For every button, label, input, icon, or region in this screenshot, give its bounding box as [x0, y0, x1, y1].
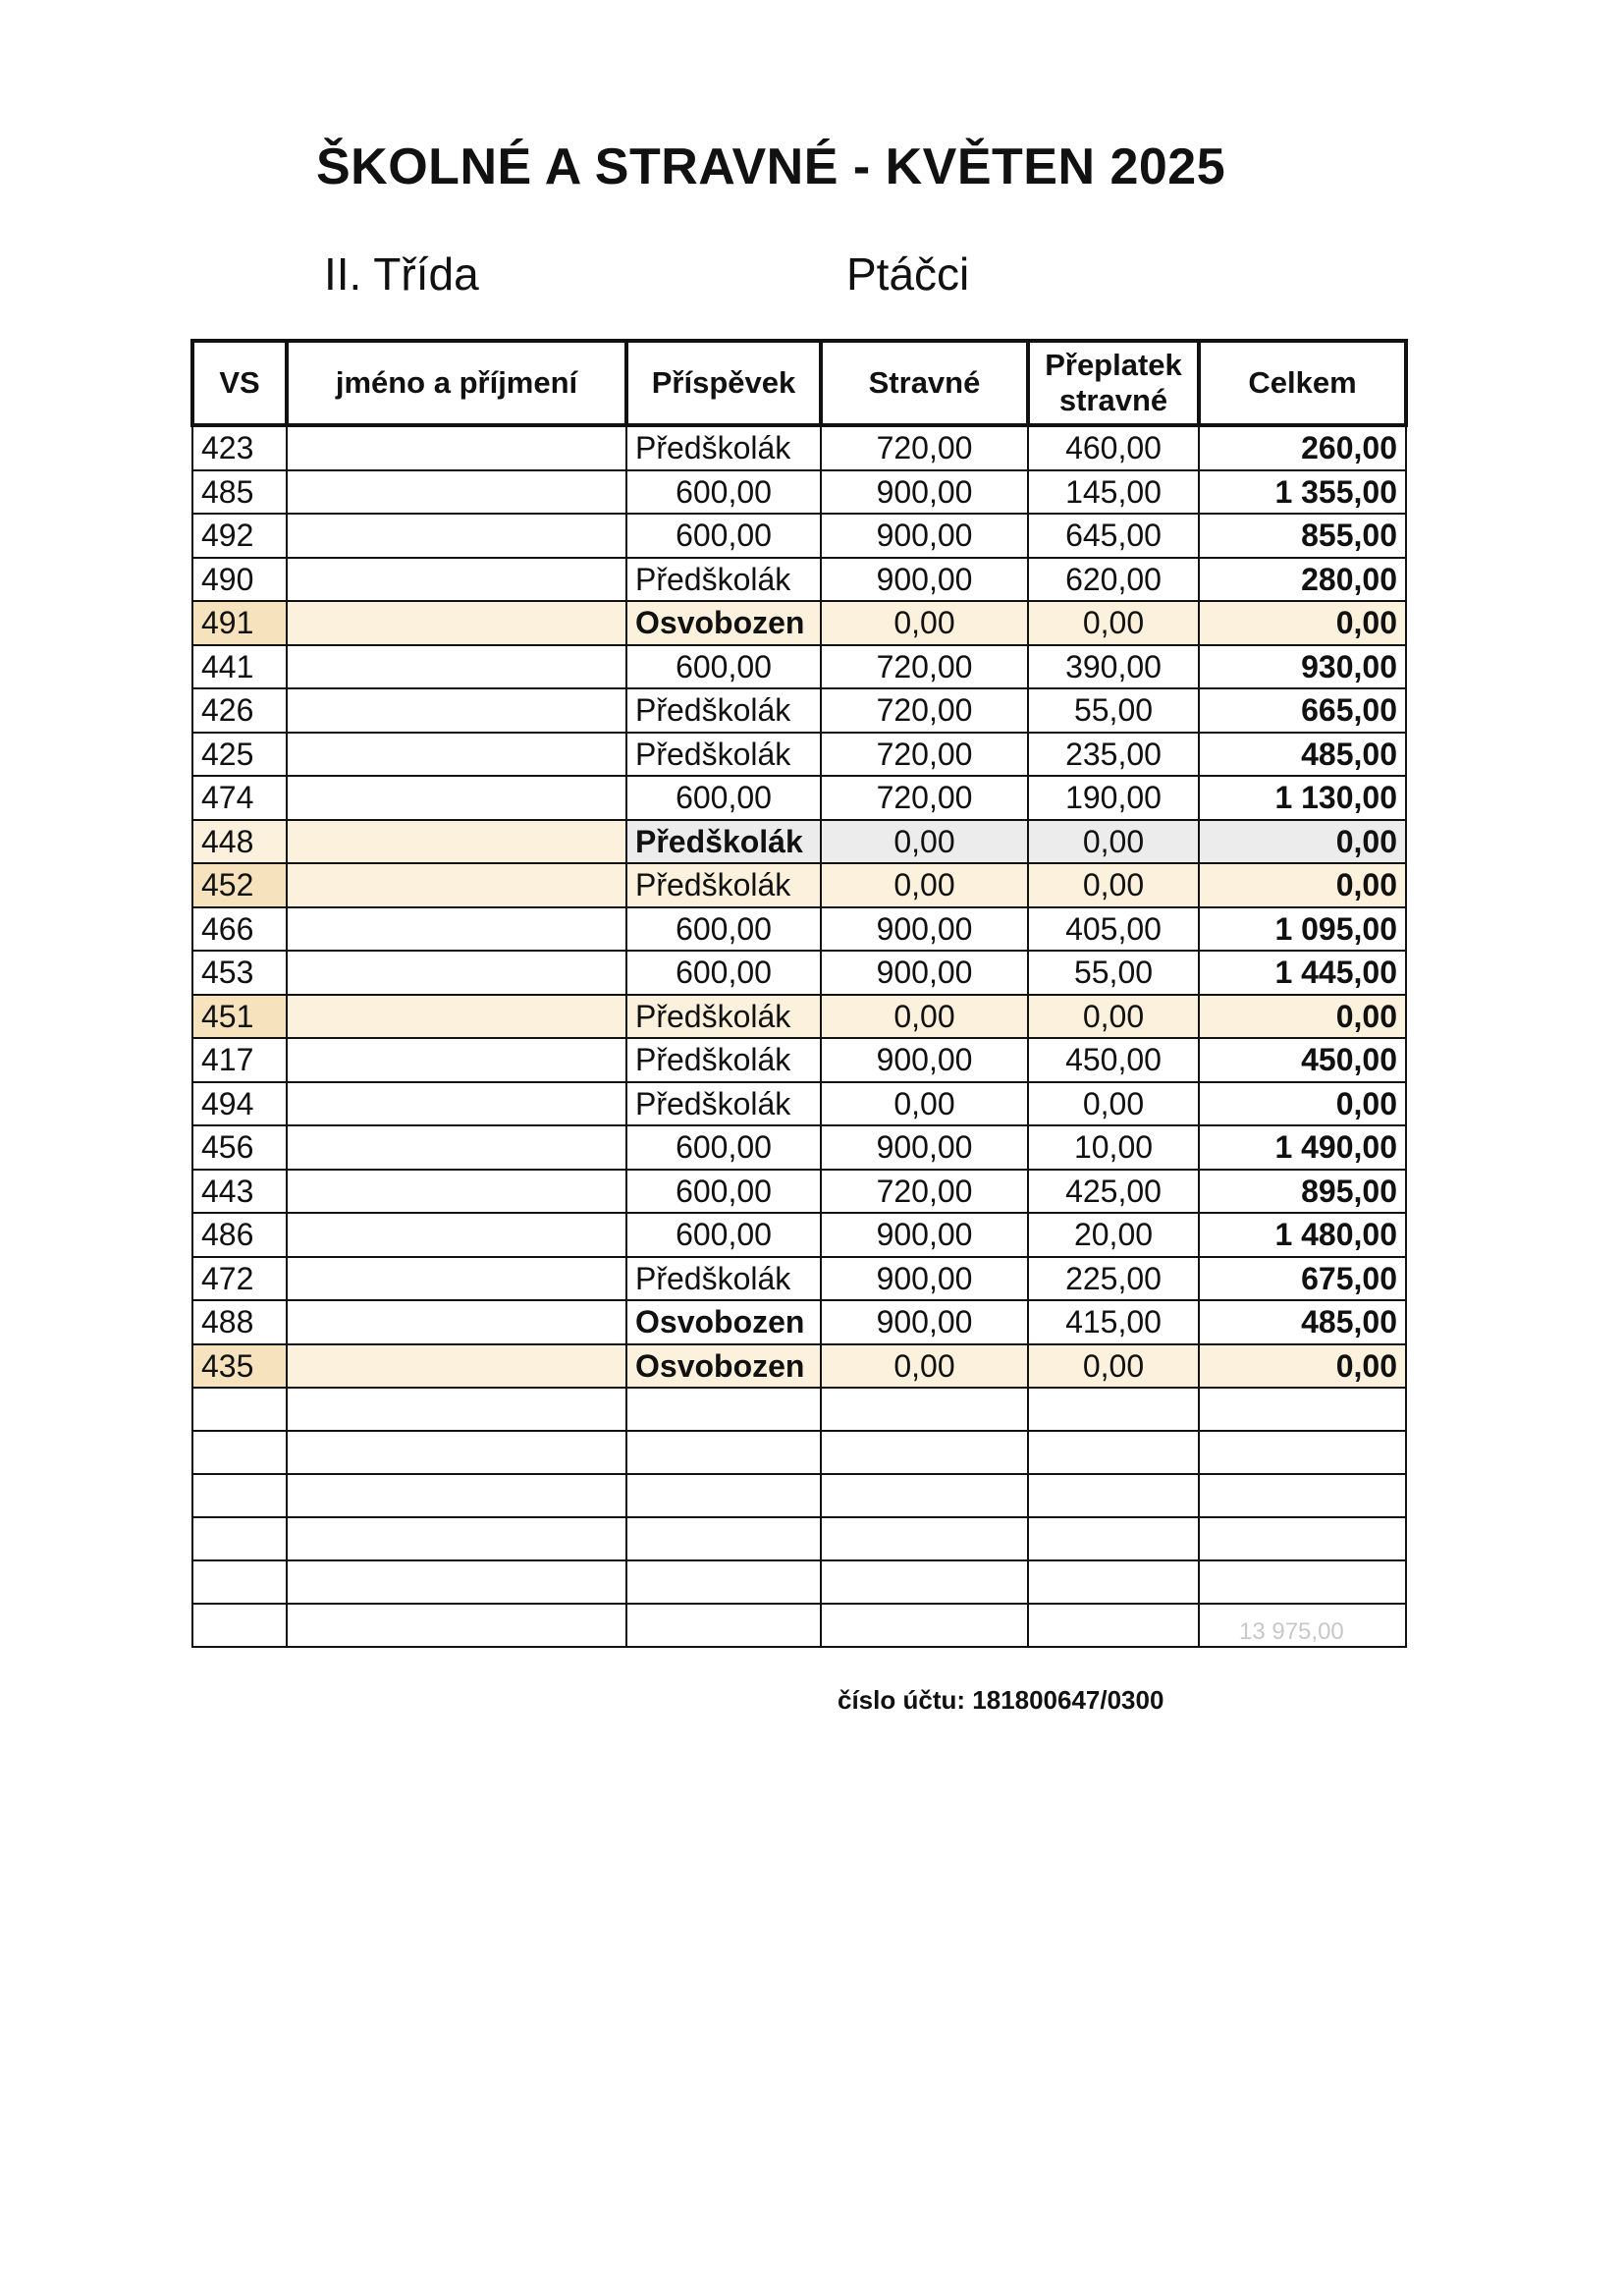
cell-stravne: 900,00: [821, 1038, 1028, 1082]
cell-prispevek: Osvobozen: [626, 601, 821, 645]
cell-name: [287, 1344, 626, 1389]
cell-preplatek: 425,00: [1028, 1170, 1199, 1214]
empty-row: [192, 1388, 1406, 1431]
cell-prispevek: Předškolák: [626, 558, 821, 602]
empty-cell: [821, 1388, 1028, 1431]
empty-cell: [1199, 1517, 1406, 1560]
cell-name: [287, 776, 626, 820]
cell-stravne: 900,00: [821, 907, 1028, 952]
cell-vs: 494: [192, 1082, 287, 1126]
cell-preplatek: 0,00: [1028, 863, 1199, 907]
cell-celkem: 1 095,00: [1199, 907, 1406, 952]
cell-vs: 452: [192, 863, 287, 907]
cell-vs: 435: [192, 1344, 287, 1389]
header-preplatek: [1028, 341, 1199, 425]
empty-row: [192, 1474, 1406, 1517]
cell-name: [287, 645, 626, 689]
cell-stravne: 900,00: [821, 951, 1028, 995]
cell-stravne: 720,00: [821, 688, 1028, 733]
cell-celkem: 0,00: [1199, 1344, 1406, 1389]
table-row: [192, 601, 1406, 645]
cell-name: [287, 601, 626, 645]
cell-stravne: 900,00: [821, 1213, 1028, 1257]
cell-celkem: 1 130,00: [1199, 776, 1406, 820]
empty-cell: [626, 1388, 821, 1431]
document-title: ŠKOLNÉ A STRAVNÉ - KVĚTEN 2025: [316, 138, 1226, 195]
cell-prispevek: 600,00: [626, 514, 821, 558]
cell-prispevek: 600,00: [626, 645, 821, 689]
cell-preplatek: 415,00: [1028, 1300, 1199, 1344]
cell-celkem: 855,00: [1199, 514, 1406, 558]
cell-preplatek: 10,00: [1028, 1125, 1199, 1170]
cell-prispevek: Předškolák: [626, 820, 821, 864]
cell-preplatek: 235,00: [1028, 733, 1199, 777]
empty-cell: [626, 1474, 821, 1517]
cell-vs: 492: [192, 514, 287, 558]
cell-celkem: 0,00: [1199, 1082, 1406, 1126]
empty-cell: [192, 1517, 287, 1560]
table-row: [192, 863, 1406, 907]
cell-celkem: 280,00: [1199, 558, 1406, 602]
table-row: [192, 558, 1406, 602]
cell-prispevek: Předškolák: [626, 425, 821, 470]
cell-stravne: 0,00: [821, 1082, 1028, 1126]
cell-celkem: 665,00: [1199, 688, 1406, 733]
cell-name: [287, 514, 626, 558]
empty-cell: [626, 1560, 821, 1604]
empty-cell: [821, 1604, 1028, 1647]
cell-prispevek: 600,00: [626, 776, 821, 820]
table-row: [192, 1038, 1406, 1082]
header-prispevek: Příspěvek: [626, 341, 821, 425]
cell-vs: 443: [192, 1170, 287, 1214]
cell-preplatek: 55,00: [1028, 688, 1199, 733]
cell-vs: 472: [192, 1257, 287, 1301]
cell-name: [287, 470, 626, 515]
table-header-row: [192, 341, 1406, 425]
cell-celkem: 0,00: [1199, 863, 1406, 907]
table-row: [192, 995, 1406, 1039]
empty-cell: [821, 1517, 1028, 1560]
cell-stravne: 720,00: [821, 776, 1028, 820]
cell-preplatek: 20,00: [1028, 1213, 1199, 1257]
cell-preplatek: 190,00: [1028, 776, 1199, 820]
cell-preplatek: 0,00: [1028, 1082, 1199, 1126]
cell-name: [287, 1038, 626, 1082]
table-row: [192, 688, 1406, 733]
empty-cell: [192, 1560, 287, 1604]
table-row: [192, 425, 1406, 470]
cell-vs: 490: [192, 558, 287, 602]
cell-stravne: 900,00: [821, 514, 1028, 558]
empty-cell: [1028, 1517, 1199, 1560]
cell-prispevek: 600,00: [626, 1213, 821, 1257]
cell-stravne: 720,00: [821, 645, 1028, 689]
cell-celkem: 0,00: [1199, 995, 1406, 1039]
cell-celkem: 0,00: [1199, 601, 1406, 645]
cell-stravne: 0,00: [821, 863, 1028, 907]
cell-stravne: 0,00: [821, 820, 1028, 864]
empty-cell: [626, 1431, 821, 1474]
cell-name: [287, 1082, 626, 1126]
empty-cell: [287, 1517, 626, 1560]
cell-name: [287, 688, 626, 733]
cell-celkem: 485,00: [1199, 1300, 1406, 1344]
cell-prispevek: 600,00: [626, 1125, 821, 1170]
cell-prispevek: 600,00: [626, 951, 821, 995]
cell-preplatek: 55,00: [1028, 951, 1199, 995]
cell-prispevek: Předškolák: [626, 1082, 821, 1126]
table-row: [192, 645, 1406, 689]
cell-prispevek: Předškolák: [626, 995, 821, 1039]
cell-stravne: 0,00: [821, 1344, 1028, 1389]
cell-vs: 441: [192, 645, 287, 689]
cell-stravne: 900,00: [821, 470, 1028, 515]
cell-preplatek: 390,00: [1028, 645, 1199, 689]
cell-celkem: 675,00: [1199, 1257, 1406, 1301]
cell-preplatek: 450,00: [1028, 1038, 1199, 1082]
table-body: [192, 425, 1406, 1647]
cell-celkem: 260,00: [1199, 425, 1406, 470]
empty-cell: [821, 1560, 1028, 1604]
empty-cell: [192, 1604, 287, 1647]
cell-preplatek: 0,00: [1028, 1344, 1199, 1389]
class-label: II. Třída: [324, 248, 479, 300]
cell-prispevek: 600,00: [626, 1170, 821, 1214]
class-name: Ptáčci: [846, 248, 970, 300]
empty-cell: [1028, 1560, 1199, 1604]
cell-name: [287, 558, 626, 602]
empty-cell: [1199, 1560, 1406, 1604]
cell-prispevek: 600,00: [626, 470, 821, 515]
header-vs: VS: [192, 341, 287, 425]
cell-prispevek: Osvobozen: [626, 1344, 821, 1389]
table-row: [192, 907, 1406, 952]
empty-row: [192, 1560, 1406, 1604]
cell-name: [287, 907, 626, 952]
header-celkem: Celkem: [1199, 341, 1406, 425]
cell-stravne: 720,00: [821, 425, 1028, 470]
cell-celkem: 1 490,00: [1199, 1125, 1406, 1170]
table-row: [192, 470, 1406, 515]
cell-name: [287, 1213, 626, 1257]
table-row: [192, 820, 1406, 864]
empty-row: [192, 1604, 1406, 1647]
cell-preplatek: 225,00: [1028, 1257, 1199, 1301]
cell-celkem: 1 480,00: [1199, 1213, 1406, 1257]
cell-prispevek: 600,00: [626, 907, 821, 952]
cell-stravne: 720,00: [821, 733, 1028, 777]
table-row: [192, 733, 1406, 777]
cell-name: [287, 863, 626, 907]
empty-cell: [192, 1388, 287, 1431]
cell-name: [287, 1300, 626, 1344]
cell-name: [287, 951, 626, 995]
cell-preplatek: 145,00: [1028, 470, 1199, 515]
cell-name: [287, 1257, 626, 1301]
cell-stravne: 0,00: [821, 995, 1028, 1039]
cell-vs: 486: [192, 1213, 287, 1257]
cell-celkem: 485,00: [1199, 733, 1406, 777]
account-number: číslo účtu: 181800647/0300: [838, 1685, 1164, 1715]
cell-vs: 448: [192, 820, 287, 864]
empty-cell: [1028, 1604, 1199, 1647]
cell-vs: 485: [192, 470, 287, 515]
cell-vs: 474: [192, 776, 287, 820]
cell-celkem: 895,00: [1199, 1170, 1406, 1214]
empty-cell: [287, 1474, 626, 1517]
cell-vs: 453: [192, 951, 287, 995]
cell-stravne: 900,00: [821, 1125, 1028, 1170]
cell-vs: 491: [192, 601, 287, 645]
cell-prispevek: Předškolák: [626, 688, 821, 733]
table-row: [192, 1170, 1406, 1214]
table-row: [192, 951, 1406, 995]
cell-vs: 426: [192, 688, 287, 733]
cell-vs: 488: [192, 1300, 287, 1344]
cell-vs: 451: [192, 995, 287, 1039]
table-row: [192, 1082, 1406, 1126]
empty-row: [192, 1431, 1406, 1474]
empty-cell: [1199, 1388, 1406, 1431]
cell-preplatek: 620,00: [1028, 558, 1199, 602]
cell-celkem: 1 445,00: [1199, 951, 1406, 995]
empty-cell: [626, 1517, 821, 1560]
empty-row: [192, 1517, 1406, 1560]
cell-vs: 425: [192, 733, 287, 777]
cell-prispevek: Předškolák: [626, 1257, 821, 1301]
cell-celkem: 450,00: [1199, 1038, 1406, 1082]
cell-preplatek: 0,00: [1028, 820, 1199, 864]
empty-cell: [1028, 1388, 1199, 1431]
cell-name: [287, 1125, 626, 1170]
fees-table: [190, 339, 1408, 1648]
table-row: [192, 776, 1406, 820]
cell-stravne: 0,00: [821, 601, 1028, 645]
cell-stravne: 900,00: [821, 1257, 1028, 1301]
cell-name: [287, 820, 626, 864]
table-row: [192, 1344, 1406, 1389]
cell-preplatek: 460,00: [1028, 425, 1199, 470]
cell-prispevek: Předškolák: [626, 1038, 821, 1082]
empty-cell: [287, 1560, 626, 1604]
cell-name: [287, 1170, 626, 1214]
cell-celkem: 0,00: [1199, 820, 1406, 864]
empty-cell: [192, 1474, 287, 1517]
empty-cell: [192, 1431, 287, 1474]
cell-name: [287, 995, 626, 1039]
cell-vs: 417: [192, 1038, 287, 1082]
header-name: jméno a příjmení: [287, 341, 626, 425]
cell-preplatek: 405,00: [1028, 907, 1199, 952]
cell-vs: 423: [192, 425, 287, 470]
empty-cell: [821, 1474, 1028, 1517]
empty-cell: [626, 1604, 821, 1647]
cell-prispevek: Předškolák: [626, 863, 821, 907]
table-row: [192, 1213, 1406, 1257]
cell-prispevek: Předškolák: [626, 733, 821, 777]
empty-cell: [1028, 1474, 1199, 1517]
cell-stravne: 900,00: [821, 558, 1028, 602]
empty-cell: [287, 1388, 626, 1431]
cell-stravne: 720,00: [821, 1170, 1028, 1214]
table-row: [192, 1257, 1406, 1301]
table-row: [192, 1300, 1406, 1344]
cell-preplatek: 0,00: [1028, 995, 1199, 1039]
cell-name: [287, 425, 626, 470]
header-stravne: Stravné: [821, 341, 1028, 425]
table-row: [192, 514, 1406, 558]
cell-vs: 456: [192, 1125, 287, 1170]
cell-preplatek: 645,00: [1028, 514, 1199, 558]
empty-cell: [821, 1431, 1028, 1474]
empty-cell: [1199, 1474, 1406, 1517]
cell-stravne: 900,00: [821, 1300, 1028, 1344]
empty-cell: [1199, 1431, 1406, 1474]
table-row: [192, 1125, 1406, 1170]
empty-cell: [287, 1604, 626, 1647]
faint-total: 13 975,00: [1239, 1618, 1344, 1645]
cell-celkem: 930,00: [1199, 645, 1406, 689]
cell-prispevek: Osvobozen: [626, 1300, 821, 1344]
header-preplatek-label: Přeplatek stravné: [1045, 348, 1182, 417]
empty-cell: [1028, 1431, 1199, 1474]
cell-vs: 466: [192, 907, 287, 952]
empty-cell: [287, 1431, 626, 1474]
cell-name: [287, 733, 626, 777]
cell-preplatek: 0,00: [1028, 601, 1199, 645]
cell-celkem: 1 355,00: [1199, 470, 1406, 515]
